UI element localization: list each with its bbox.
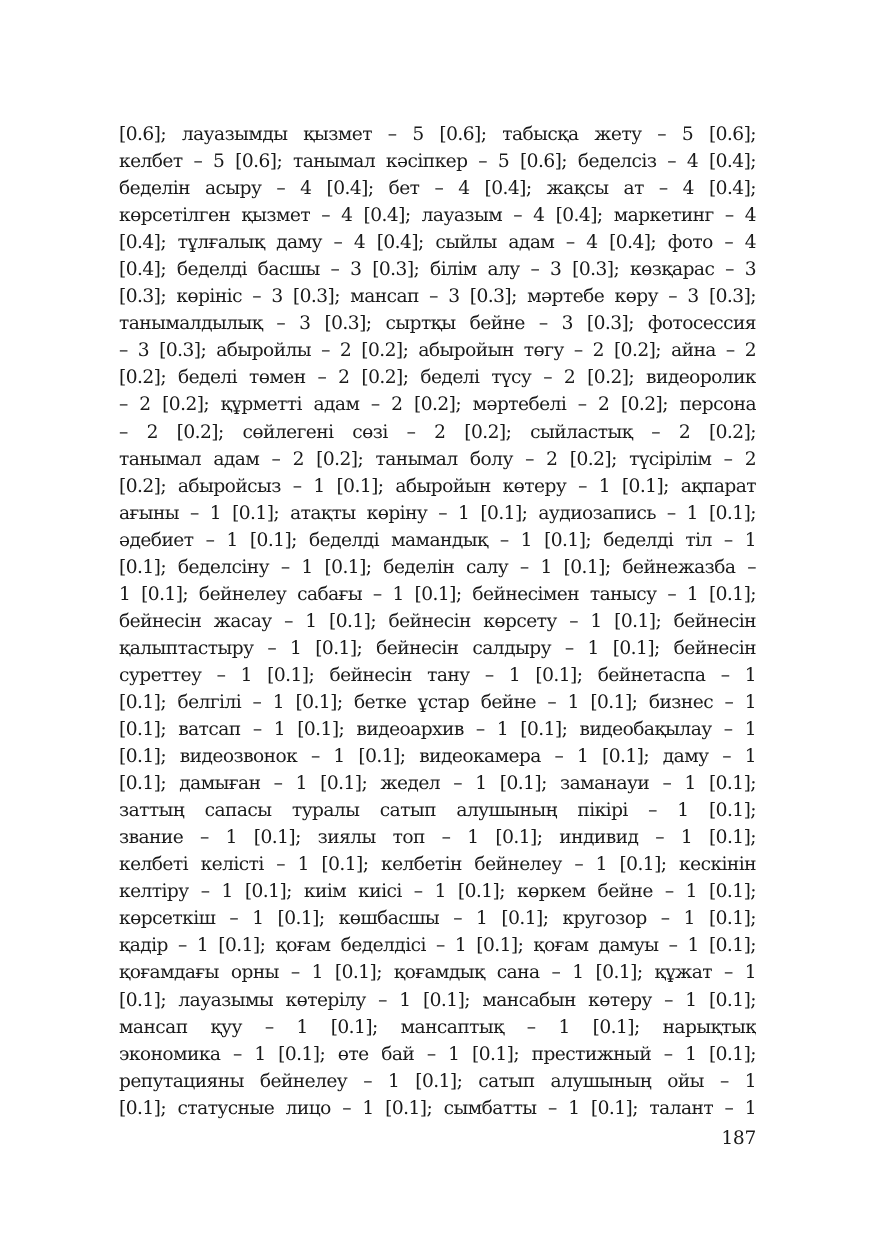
text-line: ағыны – 1 [0.1]; атақты көріну – 1 [0.1]; аудиозапись – 1 [0.1]; — [119, 502, 756, 524]
text-line: келбеті келісті – 1 [0.1]; келбетін бейнелеу – 1 [0.1]; кескінін — [119, 854, 756, 876]
text-line: [0.2]; беделі төмен – 2 [0.2]; беделі түсу – 2 [0.2]; видеоролик — [119, 367, 756, 389]
text-line: қадір – 1 [0.1]; қоғам беделдісі – 1 [0.1]; қоғам дамуы – 1 [0.1]; — [119, 935, 756, 957]
text-line: [0.1]; ватсап – 1 [0.1]; видеоархив – 1 [0.1]; видеобақылау – 1 — [119, 719, 756, 741]
text-line: көрсетілген қызмет – 4 [0.4]; лауазым – 4 [0.4]; маркетинг – 4 — [119, 205, 756, 227]
text-line: экономика – 1 [0.1]; өте бай – 1 [0.1]; престижный – 1 [0.1]; — [119, 1043, 756, 1065]
text-line: мансап қуу – 1 [0.1]; мансаптық – 1 [0.1]; нарықтық — [119, 1016, 756, 1038]
text-line: [0.1]; дамыған – 1 [0.1]; жедел – 1 [0.1]; заманауи – 1 [0.1]; — [119, 773, 756, 795]
text-line: келбет – 5 [0.6]; танымал кәсіпкер – 5 [0.6]; беделсіз – 4 [0.4]; — [119, 151, 756, 173]
text-line: қалыптастыру – 1 [0.1]; бейнесін салдыру – 1 [0.1]; бейнесін — [119, 637, 756, 659]
text-line: [0.1]; беделсіну – 1 [0.1]; беделін салу – 1 [0.1]; бейнежазба – — [119, 556, 756, 578]
text-line: звание – 1 [0.1]; зиялы топ – 1 [0.1]; индивид – 1 [0.1]; — [119, 827, 756, 849]
text-line: – 2 [0.2]; сөйлегені сөзі – 2 [0.2]; сыйластық – 2 [0.2]; — [119, 421, 756, 443]
text-line: [0.2]; абыройсыз – 1 [0.1]; абыройын көтеру – 1 [0.1]; ақпарат — [119, 475, 756, 497]
text-line: заттың сапасы туралы сатып алушының пікірі – 1 [0.1]; — [119, 800, 756, 822]
text-line: [0.1]; статусные лицо – 1 [0.1]; сымбатты – 1 [0.1]; талант – 1 — [119, 1097, 756, 1119]
text-line: – 2 [0.2]; құрметті адам – 2 [0.2]; мәртебелі – 2 [0.2]; персона — [119, 394, 756, 416]
page-number: 187 — [721, 1128, 756, 1149]
text-line: танымалдылық – 3 [0.3]; сыртқы бейне – 3 [0.3]; фотосессия — [119, 313, 756, 335]
text-line: келтіру – 1 [0.1]; киім киісі – 1 [0.1]; көркем бейне – 1 [0.1]; — [119, 881, 756, 903]
text-line: әдебиет – 1 [0.1]; беделді мамандық – 1 [0.1]; беделді тіл – 1 — [119, 529, 756, 551]
text-line: беделін асыру – 4 [0.4]; бет – 4 [0.4]; жақсы ат – 4 [0.4]; — [119, 178, 756, 200]
text-line: [0.4]; беделді басшы – 3 [0.3]; білім алу – 3 [0.3]; көзқарас – 3 — [119, 259, 756, 281]
text-line: репутацияны бейнелеу – 1 [0.1]; сатып алушының ойы – 1 — [119, 1070, 756, 1092]
text-line: қоғамдағы орны – 1 [0.1]; қоғамдық сана – 1 [0.1]; құжат – 1 — [119, 962, 756, 984]
text-line: бейнесін жасау – 1 [0.1]; бейнесін көрсету – 1 [0.1]; бейнесін — [119, 610, 756, 632]
text-line: [0.1]; лауазымы көтерілу – 1 [0.1]; мансабын көтеру – 1 [0.1]; — [119, 989, 756, 1011]
text-line: [0.4]; тұлғалық даму – 4 [0.4]; сыйлы адам – 4 [0.4]; фото – 4 — [119, 232, 756, 254]
text-line: [0.6]; лауазымды қызмет – 5 [0.6]; табысқа жету – 5 [0.6]; — [119, 124, 756, 145]
text-line: көрсеткіш – 1 [0.1]; көшбасшы – 1 [0.1]; кругозор – 1 [0.1]; — [119, 908, 756, 930]
text-line: 1 [0.1]; бейнелеу сабағы – 1 [0.1]; бейнесімен танысу – 1 [0.1]; — [119, 583, 756, 605]
text-line: [0.1]; белгілі – 1 [0.1]; бетке ұстар бейне – 1 [0.1]; бизнес – 1 — [119, 691, 756, 713]
text-line: [0.3]; көрініс – 3 [0.3]; мансап – 3 [0.3]; мәртебе көру – 3 [0.3]; — [119, 286, 756, 308]
text-line: [0.1]; видеозвонок – 1 [0.1]; видеокамера – 1 [0.1]; даму – 1 — [119, 746, 756, 768]
text-line: танымал адам – 2 [0.2]; танымал болу – 2 [0.2]; түсірілім – 2 — [119, 448, 756, 470]
text-line: суреттеу – 1 [0.1]; бейнесін тану – 1 [0.1]; бейнетаспа – 1 — [119, 664, 756, 686]
body-text — [119, 121, 756, 1122]
text-line: – 3 [0.3]; абыройлы – 2 [0.2]; абыройын төгу – 2 [0.2]; айна – 2 — [119, 340, 756, 362]
